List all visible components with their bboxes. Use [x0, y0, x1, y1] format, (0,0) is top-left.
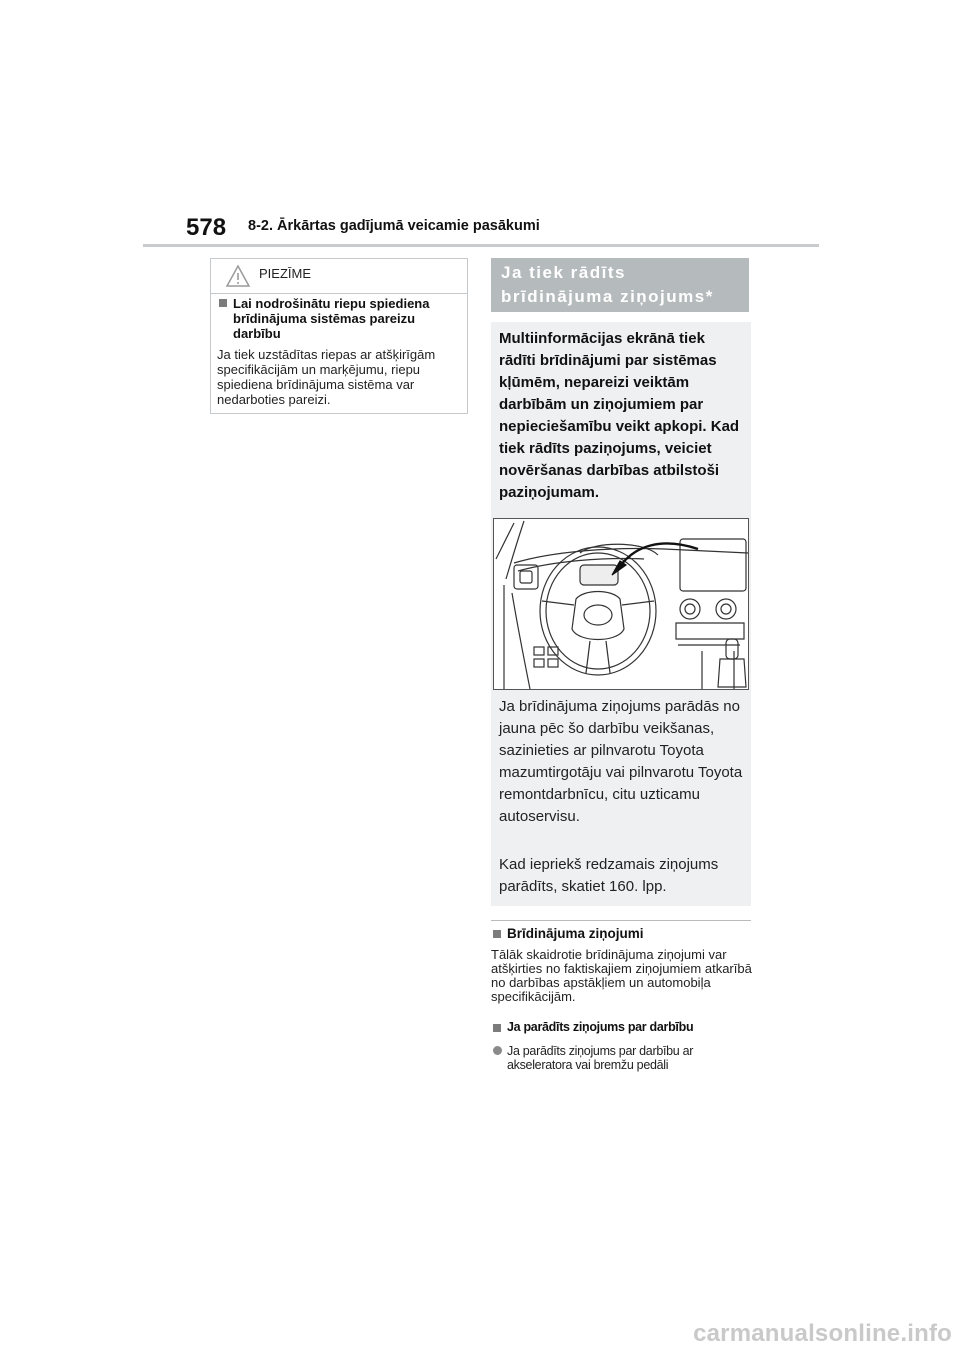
- note-bullet-heading: [217, 296, 461, 341]
- info-panel: [491, 322, 751, 906]
- note-box: [210, 258, 468, 414]
- warning-triangle-icon: [225, 264, 251, 288]
- page-number: 578: [186, 214, 227, 241]
- warning-messages-heading-text: Brīdinājuma ziņojumi: [507, 926, 644, 941]
- intro-paragraph: Multiinformācijas ekrānā tiek rādīti brīdinājumi par sistēmas kļūmēm, nepareizi veiktām darbībām un ziņojumiem par nepieciešamību veikt apkopi. Kad tiek rādīts paziņojums, veiciet novēršanas darbības atbilstoši paziņojumam.: [499, 330, 740, 501]
- square-bullet-icon: [219, 299, 227, 307]
- column-divider: [491, 920, 751, 921]
- operation-message-heading-text: Ja parādīts ziņojums par darbību: [507, 1020, 694, 1034]
- note-heading-text: Lai nodrošinātu riepu spiediena brīdinājuma sistēmas pareizu darbību: [233, 296, 430, 341]
- circle-bullet-icon: [493, 1046, 502, 1055]
- paragraph-reference: Kad iepriekš redzamais ziņojums parādīts, skatiet 160. lpp.: [499, 856, 719, 895]
- watermark: carmanualsonline.info: [693, 1320, 952, 1347]
- operation-message-heading: [491, 1020, 753, 1035]
- header-divider: [143, 244, 819, 247]
- paragraph-repeat-warning: Ja brīdinājuma ziņojums parādās no jauna pēc šo darbību veikšanas, sazinieties ar pilnvarotu Toyota mazumtirgotāju vai pilnvarotu Toyota remontdarbnīcu, citu uzticamu autoservisu.: [499, 698, 743, 825]
- note-label: PIEZĪME: [259, 266, 312, 281]
- section-banner: Ja tiek rādīts brīdinājuma ziņojums*: [491, 258, 749, 312]
- warning-messages-heading: [491, 926, 751, 942]
- square-bullet-icon: [493, 930, 501, 938]
- list-item: [491, 1044, 753, 1072]
- square-bullet-icon: [493, 1024, 501, 1032]
- warning-messages-text: Tālāk skaidrotie brīdinājuma ziņojumi var atšķirties no faktiskajiem ziņojumiem atkarībā no darbības apstākļiem un automobiļa specifikācijām.: [491, 947, 752, 1004]
- section-title: 8-2. Ārkārtas gadījumā veicamie pasākumi: [248, 218, 540, 234]
- note-header: [211, 259, 467, 294]
- dashboard-illustration: [493, 518, 749, 690]
- list-item-text: Ja parādīts ziņojums par darbību ar akseleratora vai bremžu pedāli: [507, 1044, 694, 1072]
- note-text: Ja tiek uzstādītas riepas ar atšķirīgām specifikācijām un marķējumu, riepu spiediena brīdinājuma sistēma var nedarboties pareizi.: [217, 347, 436, 407]
- dashboard-drawing: [494, 519, 748, 689]
